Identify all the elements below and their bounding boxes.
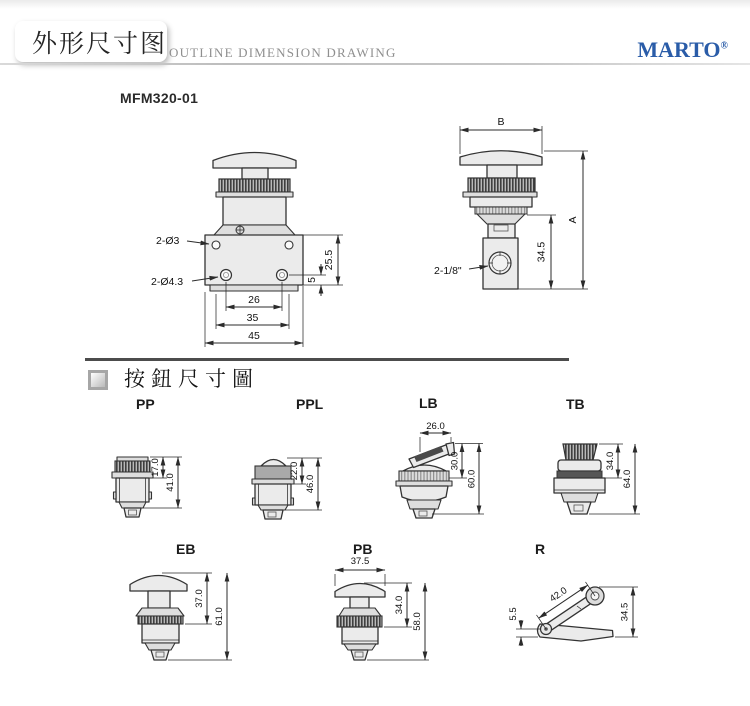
registered-mark: ® [720,40,728,52]
r-lever-drawing [485,552,645,664]
dim-label-r-length: 42.0 [547,585,570,605]
dim-label-pb-total: 58.0 [412,612,423,631]
dim-label-pp-head: 17.0 [150,458,161,477]
eb-button-shape [130,576,187,661]
dim-label-eb-total: 61.0 [214,607,225,626]
header-divider [0,63,750,65]
dim-label-ppl-total: 46.0 [305,474,316,494]
dim-label-tb-total: 64.0 [622,469,633,489]
dim-label-25-5: 25.5 [323,249,335,271]
lb-button-drawing [385,412,510,530]
dim-label-r-offset: 5.5 [508,607,519,621]
dim-label-lb-head: 30.0 [449,451,461,471]
button-type-label-tb: TB [566,396,585,412]
pb-button-drawing [298,548,433,670]
dim-label-hole-large: 2-Ø4.3 [151,276,184,288]
dim-label-5: 5 [306,277,318,283]
section-title: 按鈕尺寸圖 [124,368,259,391]
dim-label-pb-width: 37.5 [350,556,370,567]
dim-label-45: 45 [248,330,260,342]
dim-label-a: A [567,216,579,224]
brand-text: MARTO [637,37,721,62]
section-divider [85,358,569,361]
dim-label-34-5: 34.5 [535,241,548,263]
dim-label-eb-head: 37.0 [194,589,205,608]
pp-button-drawing [95,414,205,522]
pb-button-shape [335,584,385,661]
model-number: MFM320-01 [120,90,199,106]
button-type-label-pb: PB [353,541,373,557]
page-title-box [15,21,167,62]
button-type-label-r: R [535,541,546,557]
side-view-drawing [428,106,643,306]
dim-label-26: 26 [248,294,260,306]
eb-button-drawing [108,553,238,668]
dim-label-b: B [497,116,505,128]
brand-logo [637,37,728,63]
dim-label-ppl-head: 22.0 [289,461,300,481]
top-shade [0,0,750,9]
tb-button-drawing [523,414,648,526]
dim-label-port: 2-1/8" [434,265,462,277]
dim-label-pp-total: 41.0 [165,473,176,492]
dim-label-tb-head: 34.0 [605,451,616,471]
lb-button-shape [396,443,455,519]
dim-label-lb-total: 60.0 [466,469,478,489]
dim-label-r-total: 34.5 [619,602,631,622]
tb-button-shape [554,444,605,514]
button-type-label-pp: PP [136,396,155,412]
page-subtitle: OUTLINE DIMENSION DRAWING [169,45,397,60]
button-type-label-ppl: PPL [296,396,324,412]
front-view-drawing [140,136,370,354]
dim-label-35: 35 [246,312,259,324]
dim-label-lb-width: 26.0 [426,421,445,432]
front-view-body-shape [205,153,303,292]
dim-label-hole-small: 2-Ø3 [156,235,180,247]
section-bullet-icon [88,370,108,390]
ppl-button-drawing [240,414,352,526]
button-type-label-eb: EB [176,541,196,557]
button-type-label-lb: LB [419,395,438,411]
page-title: 外形尺寸图 [32,30,168,58]
dim-label-pb-head: 34.0 [394,595,405,615]
